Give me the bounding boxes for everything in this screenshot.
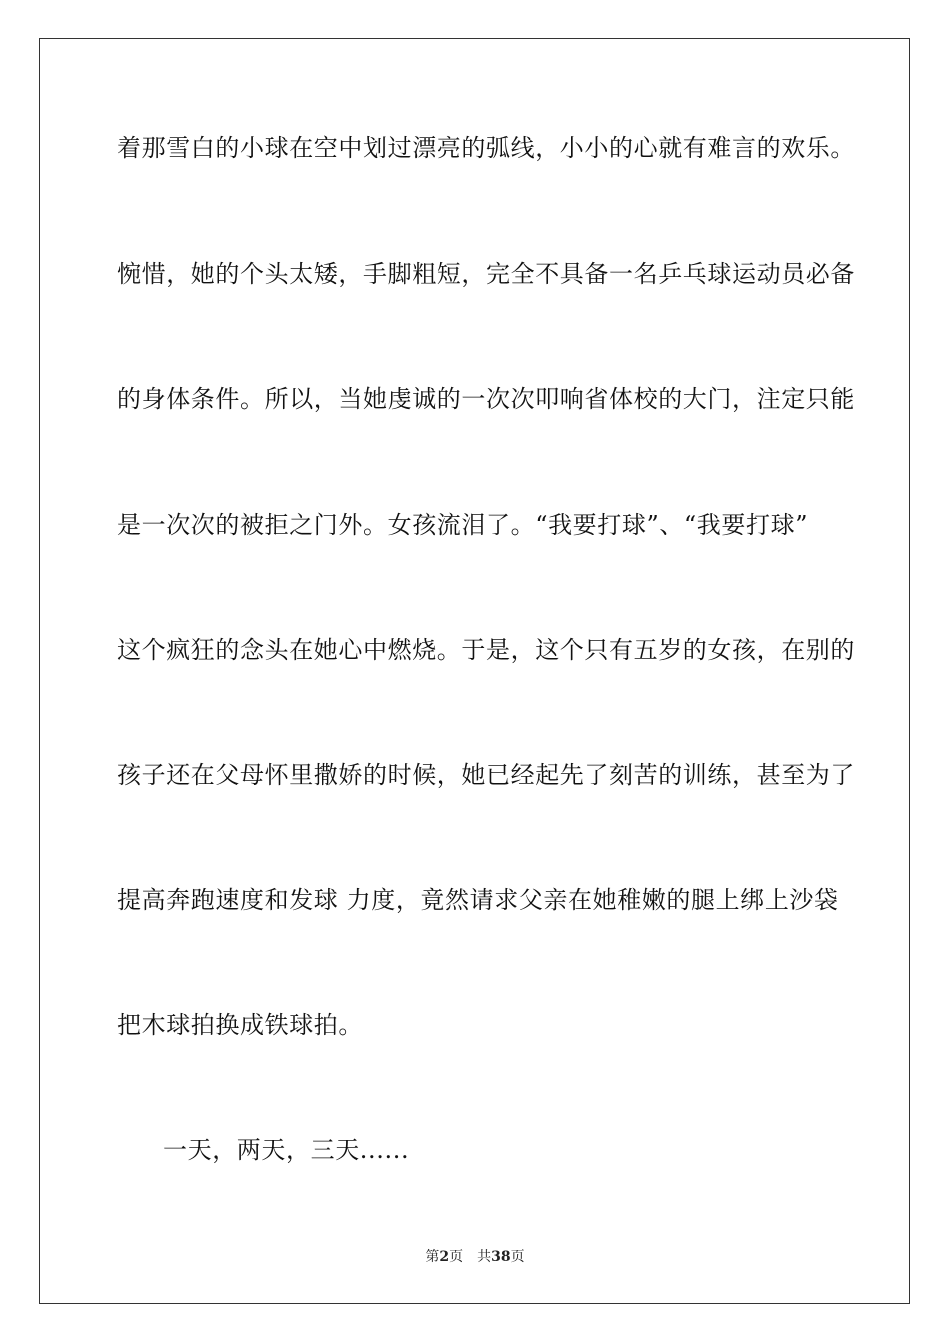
page-number: 2 <box>439 1249 450 1265</box>
text-line-4: 是一次次的被拒之门外。女孩流泪了。“我要打球”、“我要打球” <box>117 511 809 539</box>
text-line-6: 孩子还在父母怀里撒娇的时候，她已经起先了刻苦的训练，甚至为了 <box>117 761 855 789</box>
text-line-8: 把木球拍换成铁球拍。 <box>117 1011 363 1039</box>
page-suffix: 页 <box>449 1249 464 1265</box>
text-line-1: 着那雪白的小球在空中划过漂亮的弧线，小小的心就有难言的欢乐。 <box>117 134 855 162</box>
total-pages: 38 <box>491 1249 511 1265</box>
text-line-2: 惋惜，她的个头太矮，手脚粗短，完全不具备一名乒乓球运动员必备 <box>117 260 855 288</box>
page-footer <box>0 1248 950 1266</box>
total-prefix: 共 <box>477 1249 492 1265</box>
page-border <box>39 38 910 1304</box>
page-prefix: 第 <box>425 1249 440 1265</box>
total-suffix: 页 <box>510 1249 525 1265</box>
text-line-3: 的身体条件。所以，当她虔诚的一次次叩响省体校的大门，注定只能 <box>117 385 855 413</box>
text-line-5: 这个疯狂的念头在她心中燃烧。于是，这个只有五岁的女孩，在别的 <box>117 636 855 664</box>
text-line-9: 一天，两天，三天...... <box>163 1136 410 1164</box>
text-line-7: 提高奔跑速度和发球 力度，竟然请求父亲在她稚嫩的腿上绑上沙袋 <box>117 886 839 914</box>
